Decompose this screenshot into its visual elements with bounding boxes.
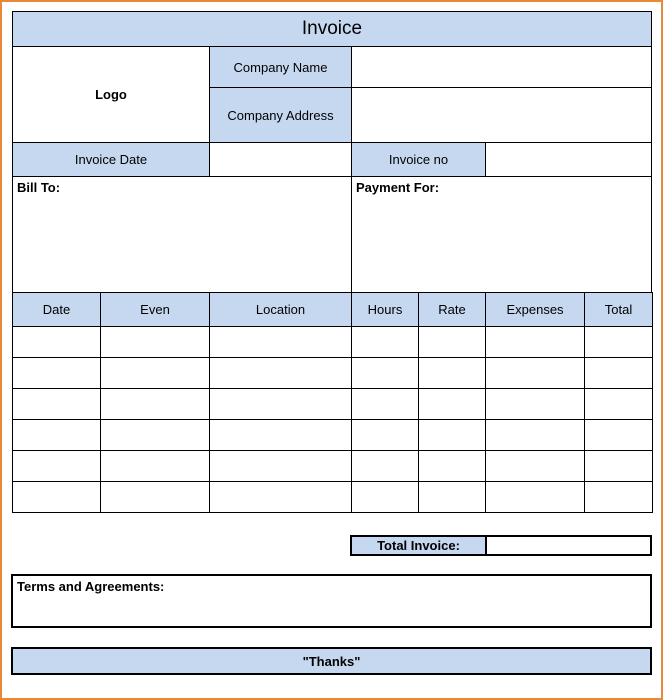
table-cell[interactable] bbox=[101, 327, 210, 358]
column-header-hours: Hours bbox=[352, 293, 419, 327]
table-cell[interactable] bbox=[13, 420, 101, 451]
bill-to-box[interactable] bbox=[12, 176, 352, 293]
table-cell[interactable] bbox=[419, 451, 486, 482]
table-header-row bbox=[13, 293, 653, 327]
table-cell[interactable] bbox=[352, 420, 419, 451]
logo-placeholder: Logo bbox=[12, 46, 210, 143]
total-invoice-field[interactable] bbox=[485, 535, 652, 556]
table-cell[interactable] bbox=[585, 327, 653, 358]
table-row bbox=[13, 358, 653, 389]
company-name-field[interactable] bbox=[351, 46, 652, 88]
table-cell[interactable] bbox=[419, 358, 486, 389]
table-cell[interactable] bbox=[486, 389, 585, 420]
terms-label: Terms and Agreements: bbox=[17, 579, 165, 594]
column-header-expenses: Expenses bbox=[486, 293, 585, 327]
table-cell[interactable] bbox=[585, 482, 653, 513]
invoice-number-label: Invoice no bbox=[351, 142, 486, 177]
line-items-table bbox=[12, 292, 653, 513]
table-cell[interactable] bbox=[13, 327, 101, 358]
table-row bbox=[13, 420, 653, 451]
invoice-date-field[interactable] bbox=[209, 142, 352, 177]
invoice-title: Invoice bbox=[12, 11, 652, 47]
table-cell[interactable] bbox=[210, 420, 352, 451]
table-cell[interactable] bbox=[486, 482, 585, 513]
table-row bbox=[13, 327, 653, 358]
table-cell[interactable] bbox=[101, 451, 210, 482]
table-cell[interactable] bbox=[13, 389, 101, 420]
table-row bbox=[13, 482, 653, 513]
table-cell[interactable] bbox=[13, 482, 101, 513]
table-cell[interactable] bbox=[419, 389, 486, 420]
column-header-rate: Rate bbox=[419, 293, 486, 327]
table-row bbox=[13, 389, 653, 420]
table-cell[interactable] bbox=[352, 451, 419, 482]
table-cell[interactable] bbox=[101, 358, 210, 389]
table-cell[interactable] bbox=[210, 482, 352, 513]
company-name-label: Company Name bbox=[209, 46, 352, 88]
thanks-footer: "Thanks" bbox=[11, 647, 652, 675]
table-cell[interactable] bbox=[352, 482, 419, 513]
column-header-total: Total bbox=[585, 293, 653, 327]
table-cell[interactable] bbox=[210, 327, 352, 358]
table-cell[interactable] bbox=[352, 358, 419, 389]
terms-box[interactable] bbox=[11, 574, 652, 628]
column-header-location: Location bbox=[210, 293, 352, 327]
table-cell[interactable] bbox=[486, 327, 585, 358]
table-cell[interactable] bbox=[352, 389, 419, 420]
table-cell[interactable] bbox=[419, 420, 486, 451]
table-cell[interactable] bbox=[210, 358, 352, 389]
table-cell[interactable] bbox=[585, 358, 653, 389]
bill-to-label: Bill To: bbox=[17, 180, 61, 195]
table-cell[interactable] bbox=[13, 358, 101, 389]
column-header-even: Even bbox=[101, 293, 210, 327]
company-address-label: Company Address bbox=[209, 87, 352, 143]
table-cell[interactable] bbox=[585, 389, 653, 420]
payment-for-label: Payment For: bbox=[356, 180, 440, 195]
table-cell[interactable] bbox=[419, 482, 486, 513]
invoice-date-label: Invoice Date bbox=[12, 142, 210, 177]
table-cell[interactable] bbox=[101, 420, 210, 451]
table-cell[interactable] bbox=[101, 482, 210, 513]
total-invoice-label: Total Invoice: bbox=[350, 535, 487, 556]
table-cell[interactable] bbox=[486, 420, 585, 451]
company-address-field[interactable] bbox=[351, 87, 652, 143]
table-cell[interactable] bbox=[352, 327, 419, 358]
table-cell[interactable] bbox=[585, 420, 653, 451]
table-cell[interactable] bbox=[486, 451, 585, 482]
table-cell[interactable] bbox=[486, 358, 585, 389]
table-cell[interactable] bbox=[13, 451, 101, 482]
table-cell[interactable] bbox=[419, 327, 486, 358]
table-cell[interactable] bbox=[101, 389, 210, 420]
column-header-date: Date bbox=[13, 293, 101, 327]
table-cell[interactable] bbox=[585, 451, 653, 482]
table-row bbox=[13, 451, 653, 482]
table-cell[interactable] bbox=[210, 451, 352, 482]
payment-for-box[interactable] bbox=[351, 176, 652, 293]
invoice-number-field[interactable] bbox=[485, 142, 652, 177]
table-cell[interactable] bbox=[210, 389, 352, 420]
